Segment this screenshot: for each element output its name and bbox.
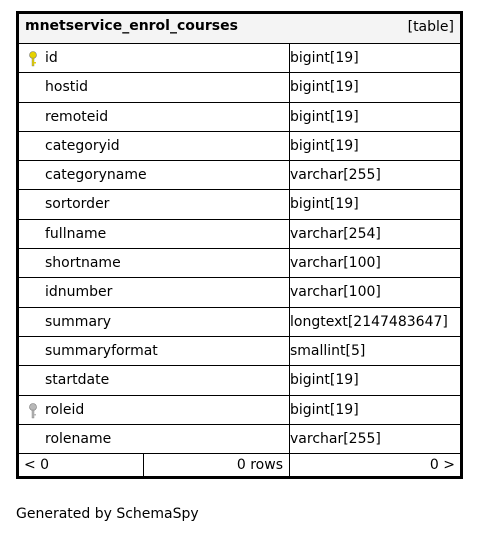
table-row	[19, 190, 460, 219]
column-name: sortorder	[45, 196, 110, 213]
column-type: longtext[2147483647]	[290, 313, 448, 330]
column-name: rolename	[45, 430, 112, 447]
table-header	[19, 14, 460, 44]
column-type: smallint[5]	[290, 342, 366, 359]
row-count: 0 rows	[236, 457, 283, 473]
table-row	[19, 44, 460, 73]
column-type: bigint[19]	[290, 401, 359, 418]
column-type: bigint[19]	[290, 196, 359, 213]
column-type: varchar[100]	[290, 255, 381, 272]
table-name: mnetservice_enrol_courses	[25, 18, 238, 34]
index-key-icon	[28, 403, 38, 419]
table-row	[19, 249, 460, 278]
column-type: varchar[255]	[290, 430, 381, 447]
column-name: startdate	[45, 372, 110, 389]
table-row	[19, 337, 460, 366]
column-name: summaryformat	[45, 342, 158, 359]
column-type: bigint[19]	[290, 79, 359, 96]
column-name: fullname	[45, 225, 107, 242]
column-name: remoteid	[45, 108, 109, 125]
footer-divider	[143, 454, 144, 479]
column-type: bigint[19]	[290, 372, 359, 389]
primary-key-icon	[28, 51, 38, 67]
column-type: bigint[19]	[290, 108, 359, 125]
table-row	[19, 396, 460, 425]
column-name: hostid	[45, 79, 88, 96]
column-name: summary	[45, 313, 112, 330]
table-row	[19, 220, 460, 249]
table-footer	[19, 454, 460, 479]
footer-divider	[289, 454, 290, 479]
column-name: categoryid	[45, 137, 120, 154]
column-list	[19, 44, 460, 454]
column-name: shortname	[45, 255, 121, 272]
column-type: bigint[19]	[290, 137, 359, 154]
table-row	[19, 103, 460, 132]
table-row	[19, 366, 460, 395]
table-row	[19, 278, 460, 307]
table-row	[19, 308, 460, 337]
column-name: roleid	[45, 401, 85, 418]
column-name: idnumber	[45, 284, 113, 301]
column-type: varchar[254]	[290, 225, 381, 242]
table-row	[19, 161, 460, 190]
column-type: varchar[255]	[290, 167, 381, 184]
table-row	[19, 132, 460, 161]
table-row	[19, 73, 460, 102]
table-box	[16, 11, 463, 479]
column-name: categoryname	[45, 167, 147, 184]
column-type: bigint[19]	[290, 50, 359, 66]
generator-credit: Generated by SchemaSpy	[16, 506, 199, 522]
table-kind: [table]	[407, 19, 454, 35]
column-name: id	[45, 50, 58, 66]
parents-count: < 0	[24, 457, 50, 473]
column-type: varchar[100]	[290, 284, 381, 301]
children-count: 0 >	[429, 457, 455, 473]
table-row	[19, 425, 460, 454]
